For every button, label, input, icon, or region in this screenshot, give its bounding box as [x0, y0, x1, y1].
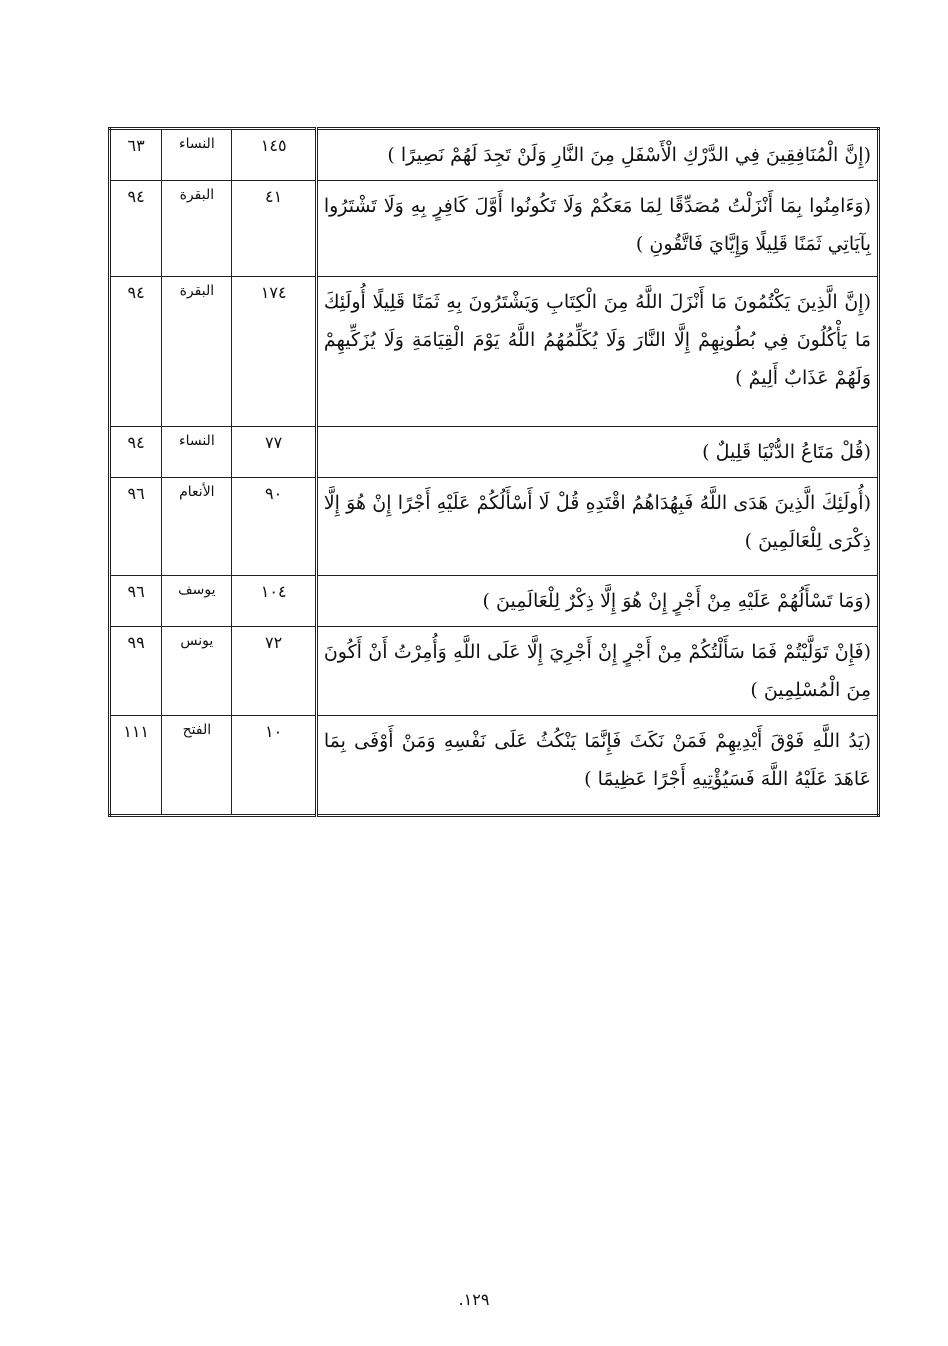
surah-name: يونس — [162, 627, 232, 716]
surah-name: البقرة — [162, 277, 232, 427]
ayah-number: ٧٢ — [232, 627, 316, 716]
table-row — [110, 716, 879, 816]
ayah-number: ٤١ — [232, 181, 316, 277]
ayah-number: ١٤٥ — [232, 129, 316, 181]
page-reference: ٩٦ — [110, 478, 162, 576]
verse-text: (وَءَامِنُوا بِمَا أَنْزَلْتُ مُصَدِّقًا لِمَا مَعَكُمْ وَلَا تَكُونُوا أَوَّلَ كَافِرٍ بِهِ وَلَا تَشْتَرُوا بِآيَاتِي ثَمَنًا قَلِيلًا وَإِيَّايَ فَاتَّقُونِ ) — [316, 181, 878, 277]
page-reference: ٩٤ — [110, 277, 162, 427]
surah-name: يوسف — [162, 576, 232, 627]
page-reference: ٩٩ — [110, 627, 162, 716]
verse-text: (إِنَّ الْمُنَافِقِينَ فِي الدَّرْكِ الْأَسْفَلِ مِنَ النَّارِ وَلَنْ تَجِدَ لَهُمْ نَصِيرًا ) — [316, 129, 878, 181]
ayah-number: ١٠٤ — [232, 576, 316, 627]
verse-text: (قُلْ مَتَاعُ الدُّنْيَا قَلِيلٌ ) — [316, 427, 878, 478]
surah-name: النساء — [162, 427, 232, 478]
verse-text: (إِنَّ الَّذِينَ يَكْتُمُونَ مَا أَنْزَلَ اللَّهُ مِنَ الْكِتَابِ وَيَشْتَرُونَ بِهِ ثَمَنًا قَلِيلًا أُولَئِكَ مَا يَأْكُلُونَ فِي بُطُونِهِمْ إِلَّا النَّارَ وَلَا يُكَلِّمُهُمُ اللَّهُ يَوْمَ الْقِيَامَةِ وَلَا يُزَكِّيهِمْ وَلَهُمْ عَذَابٌ أَلِيمٌ ) — [316, 277, 878, 427]
page-reference: ٩٤ — [110, 181, 162, 277]
table-row — [110, 181, 879, 277]
verse-table-body — [110, 129, 879, 816]
table-row — [110, 627, 879, 716]
table-row — [110, 478, 879, 576]
verse-text: (أُولَئِكَ الَّذِينَ هَدَى اللَّهُ فَبِهُدَاهُمُ اقْتَدِهِ قُلْ لَا أَسْأَلُكُمْ عَلَيْهِ أَجْرًا إِنْ هُوَ إِلَّا ذِكْرَى لِلْعَالَمِينَ ) — [316, 478, 878, 576]
ayah-number: ١٧٤ — [232, 277, 316, 427]
ayah-number: ١٠ — [232, 716, 316, 816]
surah-name: النساء — [162, 129, 232, 181]
table-row — [110, 277, 879, 427]
surah-name: البقرة — [162, 181, 232, 277]
page-number: ١٢٩. — [458, 1290, 490, 1309]
page-reference: ٩٤ — [110, 427, 162, 478]
page-reference: ١١١ — [110, 716, 162, 816]
page-reference: ٦٣ — [110, 129, 162, 181]
verse-text: (فَإِنْ تَوَلَّيْتُمْ فَمَا سَأَلْتُكُمْ مِنْ أَجْرٍ إِنْ أَجْرِيَ إِلَّا عَلَى اللَّهِ وَأُمِرْتُ أَنْ أَكُونَ مِنَ الْمُسْلِمِينَ ) — [316, 627, 878, 716]
page-reference: ٩٦ — [110, 576, 162, 627]
ayah-number: ٧٧ — [232, 427, 316, 478]
table-row — [110, 427, 879, 478]
ayah-number: ٩٠ — [232, 478, 316, 576]
surah-name: الأنعام — [162, 478, 232, 576]
table-row — [110, 129, 879, 181]
surah-name: الفتح — [162, 716, 232, 816]
verse-text: (وَمَا تَسْأَلُهُمْ عَلَيْهِ مِنْ أَجْرٍ إِنْ هُوَ إِلَّا ذِكْرٌ لِلْعَالَمِينَ ) — [316, 576, 878, 627]
verse-text: (يَدُ اللَّهِ فَوْقَ أَيْدِيهِمْ فَمَنْ نَكَثَ فَإِنَّمَا يَنْكُثُ عَلَى نَفْسِهِ وَمَنْ أَوْفَى بِمَا عَاهَدَ عَلَيْهُ اللَّهَ فَسَيُؤْتِيهِ أَجْرًا عَظِيمًا ) — [316, 716, 878, 816]
table-row — [110, 576, 879, 627]
verse-index-table — [108, 127, 880, 817]
